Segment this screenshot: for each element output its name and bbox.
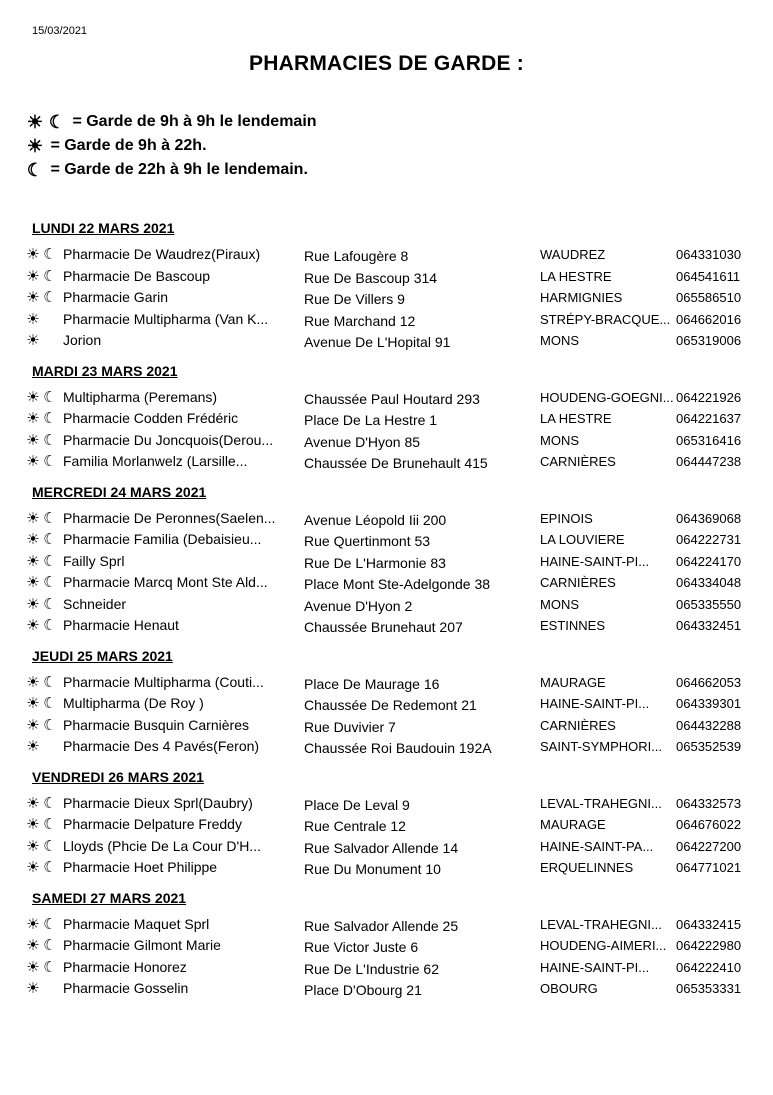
pharmacy-city: MONS <box>540 596 579 612</box>
pharmacy-city: LEVAL-TRAHEGNI... <box>540 795 662 811</box>
pharmacy-name: Pharmacie Delpature Freddy <box>63 816 242 832</box>
pharmacy-name: Pharmacie Garin <box>63 289 169 305</box>
pharmacy-city: MAURAGE <box>540 674 606 690</box>
pharmacy-name: Pharmacie Marcq Mont Ste Ald... <box>63 574 268 590</box>
pharmacy-city: WAUDREZ <box>540 247 606 262</box>
pharmacy-name: Pharmacie Dieux Sprl(Daubry) <box>63 794 253 811</box>
pharmacy-row <box>0 266 773 288</box>
sun-icon: ☀ <box>26 816 40 834</box>
sun-icon: ☀ <box>26 332 40 350</box>
pharmacy-address: Chaussée Roi Baudouin 192A <box>304 740 492 756</box>
sun-icon: ☀ <box>26 453 40 471</box>
pharmacy-row <box>0 857 773 879</box>
pharmacy-phone: 064221926 <box>676 389 742 405</box>
shift-icons <box>24 672 62 694</box>
shift-icons <box>24 309 62 331</box>
shift-icons <box>24 430 62 452</box>
sun-icon: ☀ <box>26 915 40 933</box>
moon-icon: ☾ <box>43 859 57 877</box>
pharmacy-row <box>0 551 773 573</box>
legend-text: = Garde de 9h à 22h. <box>46 137 207 154</box>
pharmacy-address: Chaussée De Brunehault 415 <box>304 455 488 471</box>
pharmacy-name: Pharmacie Busquin Carnières <box>63 716 249 733</box>
moon-icon: ☾ <box>48 112 66 132</box>
pharmacy-phone: 064334048 <box>676 575 742 590</box>
shift-icons <box>24 836 62 858</box>
pharmacy-row <box>0 914 773 936</box>
moon-icon: ☾ <box>43 267 57 285</box>
shift-icons <box>24 594 62 616</box>
pharmacy-address: Rue Quertinmont 53 <box>304 533 431 549</box>
pharmacy-phone: 064447238 <box>676 454 742 469</box>
sun-icon: ☀ <box>26 595 40 613</box>
pharmacy-city: MONS <box>540 333 579 348</box>
legend-item <box>24 134 317 158</box>
legend-text: = Garde de 22h à 9h le lendemain. <box>46 161 308 178</box>
pharmacy-address: Rue De Villers 9 <box>304 291 405 307</box>
pharmacy-city: HAINE-SAINT-PI... <box>540 553 650 569</box>
pharmacy-name: Pharmacie Des 4 Pavés(Feron) <box>63 738 260 754</box>
pharmacy-phone: 064541611 <box>676 268 741 284</box>
pharmacy-row <box>0 715 773 737</box>
legend-icons <box>24 161 46 179</box>
pharmacy-city: HAINE-SAINT-PI... <box>540 696 650 711</box>
pharmacy-phone: 064221637 <box>676 411 742 426</box>
pharmacy-name: Familia Morlanwelz (Larsille... <box>63 453 248 469</box>
pharmacy-row <box>0 836 773 858</box>
pharmacy-city: STRÉPY-BRACQUE... <box>540 311 671 327</box>
pharmacy-city: MONS <box>540 432 579 448</box>
pharmacy-city: HARMIGNIES <box>540 290 623 305</box>
sun-icon: ☀ <box>26 552 40 570</box>
shift-icons <box>24 287 62 309</box>
page-title: PHARMACIES DE GARDE : <box>249 52 524 75</box>
pharmacy-row <box>0 430 773 452</box>
pharmacy-phone: 065586510 <box>676 290 742 305</box>
day-heading: MARDI 23 MARS 2021 <box>32 362 178 379</box>
pharmacy-phone: 064369068 <box>676 510 742 526</box>
moon-icon: ☾ <box>43 431 57 449</box>
pharmacy-phone: 064332573 <box>676 795 742 811</box>
pharmacy-name: Pharmacie Familia (Debaisieu... <box>63 531 262 547</box>
pharmacy-city: EPINOIS <box>540 510 593 526</box>
pharmacy-name: Pharmacie Hoet Philippe <box>63 859 218 875</box>
pharmacy-city: CARNIÈRES <box>540 575 616 590</box>
sun-icon: ☀ <box>26 531 40 549</box>
shift-icons <box>24 266 62 288</box>
pharmacy-phone: 064331030 <box>676 247 742 262</box>
pharmacy-address: Rue De L'Industrie 62 <box>304 960 439 977</box>
shift-icons <box>24 914 62 936</box>
pharmacy-row <box>0 693 773 715</box>
pharmacy-row <box>0 387 773 409</box>
moon-icon: ☾ <box>43 794 57 812</box>
pharmacy-address: Avenue D'Hyon 85 <box>304 433 421 450</box>
pharmacy-phone: 064332415 <box>676 916 742 932</box>
moon-icon: ☾ <box>26 160 44 180</box>
pharmacy-city: CARNIÈRES <box>540 454 616 469</box>
pharmacy-city: HOUDENG-GOEGNI... <box>540 389 674 405</box>
shift-icons <box>24 244 62 266</box>
pharmacy-row <box>0 615 773 637</box>
pharmacy-address: Rue De Bascoup 314 <box>304 269 438 286</box>
sun-icon: ☀ <box>26 112 44 132</box>
pharmacy-phone: 064662016 <box>676 311 742 327</box>
legend-icons <box>24 113 68 131</box>
sun-icon: ☀ <box>26 509 40 527</box>
sun-icon: ☀ <box>26 716 40 734</box>
pharmacy-city: HOUDENG-AIMERI... <box>540 938 667 953</box>
pharmacy-city: HAINE-SAINT-PI... <box>540 959 650 975</box>
pharmacy-address: Rue Lafougère 8 <box>304 248 409 264</box>
moon-icon: ☾ <box>43 509 57 527</box>
shift-icons <box>24 451 62 473</box>
moon-icon: ☾ <box>43 246 57 264</box>
moon-icon: ☾ <box>43 816 57 834</box>
sun-icon: ☀ <box>26 958 40 976</box>
pharmacy-name: Pharmacie Gilmont Marie <box>63 937 221 953</box>
sun-icon: ☀ <box>26 431 40 449</box>
shift-icons <box>24 978 62 1000</box>
pharmacy-city: LA HESTRE <box>540 411 612 426</box>
document-date: 15/03/2021 <box>32 25 88 37</box>
sun-icon: ☀ <box>26 695 40 713</box>
moon-icon: ☾ <box>43 958 57 976</box>
day-heading: SAMEDI 27 MARS 2021 <box>32 889 187 906</box>
sun-icon: ☀ <box>26 136 44 156</box>
pharmacy-row <box>0 978 773 1000</box>
moon-icon: ☾ <box>43 289 57 307</box>
pharmacy-address: Rue Salvador Allende 25 <box>304 917 459 934</box>
pharmacy-address: Place De La Hestre 1 <box>304 412 438 428</box>
pharmacy-name: Pharmacie Maquet Sprl <box>63 915 210 932</box>
pharmacy-phone: 065316416 <box>676 432 742 448</box>
moon-icon: ☾ <box>43 574 57 592</box>
pharmacy-city: HAINE-SAINT-PA... <box>540 838 654 854</box>
pharmacy-phone: 064224170 <box>676 553 742 569</box>
pharmacy-row <box>0 529 773 551</box>
moon-icon: ☾ <box>43 453 57 471</box>
sun-icon: ☀ <box>26 246 40 264</box>
pharmacy-address: Rue Centrale 12 <box>304 818 406 834</box>
pharmacy-phone: 064332451 <box>676 618 742 633</box>
pharmacy-address: Rue Du Monument 10 <box>304 861 441 877</box>
moon-icon: ☾ <box>43 617 57 635</box>
day-heading: LUNDI 22 MARS 2021 <box>32 220 175 236</box>
pharmacy-phone: 064227200 <box>676 838 742 854</box>
pharmacy-row <box>0 957 773 979</box>
pharmacy-phone: 064662053 <box>676 674 742 690</box>
shift-icons <box>24 572 62 594</box>
day-section <box>0 767 773 879</box>
day-section <box>0 646 773 758</box>
pharmacy-address: Place Mont Ste-Adelgonde 38 <box>304 576 491 592</box>
pharmacy-address: Rue Salvador Allende 14 <box>304 839 459 856</box>
moon-icon: ☾ <box>43 673 57 691</box>
pharmacy-phone: 064222410 <box>676 959 742 975</box>
pharmacy-address: Avenue D'Hyon 2 <box>304 597 413 614</box>
shift-icons <box>24 551 62 573</box>
pharmacy-phone: 065352539 <box>676 739 742 754</box>
sun-icon: ☀ <box>26 617 40 635</box>
day-heading: VENDREDI 26 MARS 2021 <box>32 768 204 785</box>
sun-icon: ☀ <box>26 794 40 812</box>
shift-icons <box>24 408 62 430</box>
legend-item <box>24 110 317 134</box>
pharmacy-phone: 064432288 <box>676 717 742 733</box>
pharmacy-row <box>0 736 773 758</box>
pharmacy-name: Pharmacie Multipharma (Van K... <box>63 310 269 327</box>
sun-icon: ☀ <box>26 574 40 592</box>
pharmacy-row <box>0 594 773 616</box>
pharmacy-phone: 065319006 <box>676 333 742 348</box>
pharmacy-address: Avenue De L'Hopital 91 <box>304 334 451 350</box>
pharmacy-address: Avenue Léopold Iii 200 <box>304 511 447 528</box>
moon-icon: ☾ <box>43 531 57 549</box>
pharmacy-city: LEVAL-TRAHEGNI... <box>540 916 662 932</box>
shift-icons <box>24 736 62 758</box>
pharmacy-name: Pharmacie De Waudrez(Piraux) <box>63 246 261 262</box>
pharmacy-address: Chaussée Paul Houtard 293 <box>304 390 480 407</box>
legend-item <box>24 158 317 182</box>
pharmacy-row <box>0 508 773 530</box>
day-section <box>0 218 773 352</box>
shift-icons <box>24 814 62 836</box>
shift-icons <box>24 330 62 352</box>
pharmacy-row <box>0 814 773 836</box>
moon-icon: ☾ <box>43 915 57 933</box>
legend <box>24 110 317 182</box>
moon-icon: ☾ <box>43 716 57 734</box>
sun-icon: ☀ <box>26 738 40 756</box>
pharmacy-phone: 065353331 <box>676 981 742 996</box>
shift-icons <box>24 935 62 957</box>
pharmacy-address: Rue Victor Juste 6 <box>304 939 419 955</box>
pharmacy-city: ESTINNES <box>540 618 606 633</box>
pharmacy-row <box>0 287 773 309</box>
moon-icon: ☾ <box>43 410 57 428</box>
pharmacy-name: Pharmacie Gosselin <box>63 980 189 996</box>
pharmacy-row <box>0 309 773 331</box>
pharmacy-address: Place De Leval 9 <box>304 796 410 813</box>
day-heading: JEUDI 25 MARS 2021 <box>32 647 173 664</box>
pharmacy-name: Multipharma (De Roy ) <box>63 695 204 711</box>
schedule <box>0 218 773 1009</box>
pharmacy-address: Place D'Obourg 21 <box>304 982 422 998</box>
pharmacy-name: Jorion <box>63 332 102 348</box>
moon-icon: ☾ <box>43 595 57 613</box>
pharmacy-phone: 064339301 <box>676 696 742 711</box>
legend-text: = Garde de 9h à 9h le lendemain <box>68 113 317 130</box>
sun-icon: ☀ <box>26 410 40 428</box>
pharmacy-row <box>0 244 773 266</box>
pharmacy-name: Pharmacie De Peronnes(Saelen... <box>63 509 276 526</box>
pharmacy-address: Chaussée Brunehaut 207 <box>304 619 463 635</box>
pharmacy-name: Pharmacie Henaut <box>63 617 179 633</box>
day-section <box>0 482 773 637</box>
sun-icon: ☀ <box>26 837 40 855</box>
moon-icon: ☾ <box>43 552 57 570</box>
pharmacy-city: LA HESTRE <box>540 268 612 284</box>
pharmacy-city: CARNIÈRES <box>540 717 616 733</box>
legend-icons <box>24 137 46 155</box>
sun-icon: ☀ <box>26 388 40 406</box>
shift-icons <box>24 508 62 530</box>
pharmacy-address: Rue Duvivier 7 <box>304 718 396 735</box>
pharmacy-name: Pharmacie De Bascoup <box>63 267 211 284</box>
shift-icons <box>24 957 62 979</box>
moon-icon: ☾ <box>43 388 57 406</box>
pharmacy-row <box>0 451 773 473</box>
pharmacy-phone: 065335550 <box>676 596 742 612</box>
moon-icon: ☾ <box>43 937 57 955</box>
shift-icons <box>24 793 62 815</box>
sun-icon: ☀ <box>26 937 40 955</box>
pharmacy-row <box>0 935 773 957</box>
pharmacy-name: Lloyds (Phcie De La Cour D'H... <box>63 837 261 854</box>
pharmacy-phone: 064222731 <box>676 532 742 547</box>
pharmacy-row <box>0 572 773 594</box>
pharmacy-phone: 064771021 <box>676 860 742 875</box>
sun-icon: ☀ <box>26 267 40 285</box>
day-heading: MERCREDI 24 MARS 2021 <box>32 483 207 500</box>
shift-icons <box>24 615 62 637</box>
pharmacy-address: Chaussée De Redemont 21 <box>304 697 477 713</box>
shift-icons <box>24 857 62 879</box>
pharmacy-row <box>0 672 773 694</box>
pharmacy-phone: 064222980 <box>676 938 742 953</box>
sun-icon: ☀ <box>26 980 40 998</box>
moon-icon: ☾ <box>43 837 57 855</box>
shift-icons <box>24 715 62 737</box>
pharmacy-name: Pharmacie Multipharma (Couti... <box>63 673 264 690</box>
pharmacy-row <box>0 793 773 815</box>
shift-icons <box>24 387 62 409</box>
day-section <box>0 361 773 473</box>
pharmacy-name: Multipharma (Peremans) <box>63 388 218 405</box>
pharmacy-name: Pharmacie Honorez <box>63 958 187 975</box>
moon-icon: ☾ <box>43 695 57 713</box>
sun-icon: ☀ <box>26 310 40 328</box>
pharmacy-row <box>0 330 773 352</box>
shift-icons <box>24 529 62 551</box>
pharmacy-name: Failly Sprl <box>63 552 125 569</box>
pharmacy-city: OBOURG <box>540 981 598 996</box>
sun-icon: ☀ <box>26 673 40 691</box>
pharmacy-name: Pharmacie Du Joncquois(Derou... <box>63 431 274 448</box>
pharmacy-address: Place De Maurage 16 <box>304 675 440 692</box>
pharmacy-city: MAURAGE <box>540 817 606 832</box>
pharmacy-name: Schneider <box>63 595 127 612</box>
pharmacy-name: Pharmacie Codden Frédéric <box>63 410 239 426</box>
shift-icons <box>24 693 62 715</box>
sun-icon: ☀ <box>26 859 40 877</box>
pharmacy-address: Rue De L'Harmonie 83 <box>304 554 446 571</box>
pharmacy-row <box>0 408 773 430</box>
pharmacy-phone: 064676022 <box>676 817 742 832</box>
sun-icon: ☀ <box>26 289 40 307</box>
pharmacy-city: SAINT-SYMPHORI... <box>540 739 663 754</box>
day-section <box>0 888 773 1000</box>
pharmacy-address: Rue Marchand 12 <box>304 312 416 329</box>
pharmacy-city: LA LOUVIERE <box>540 532 625 547</box>
pharmacy-city: ERQUELINNES <box>540 860 634 875</box>
